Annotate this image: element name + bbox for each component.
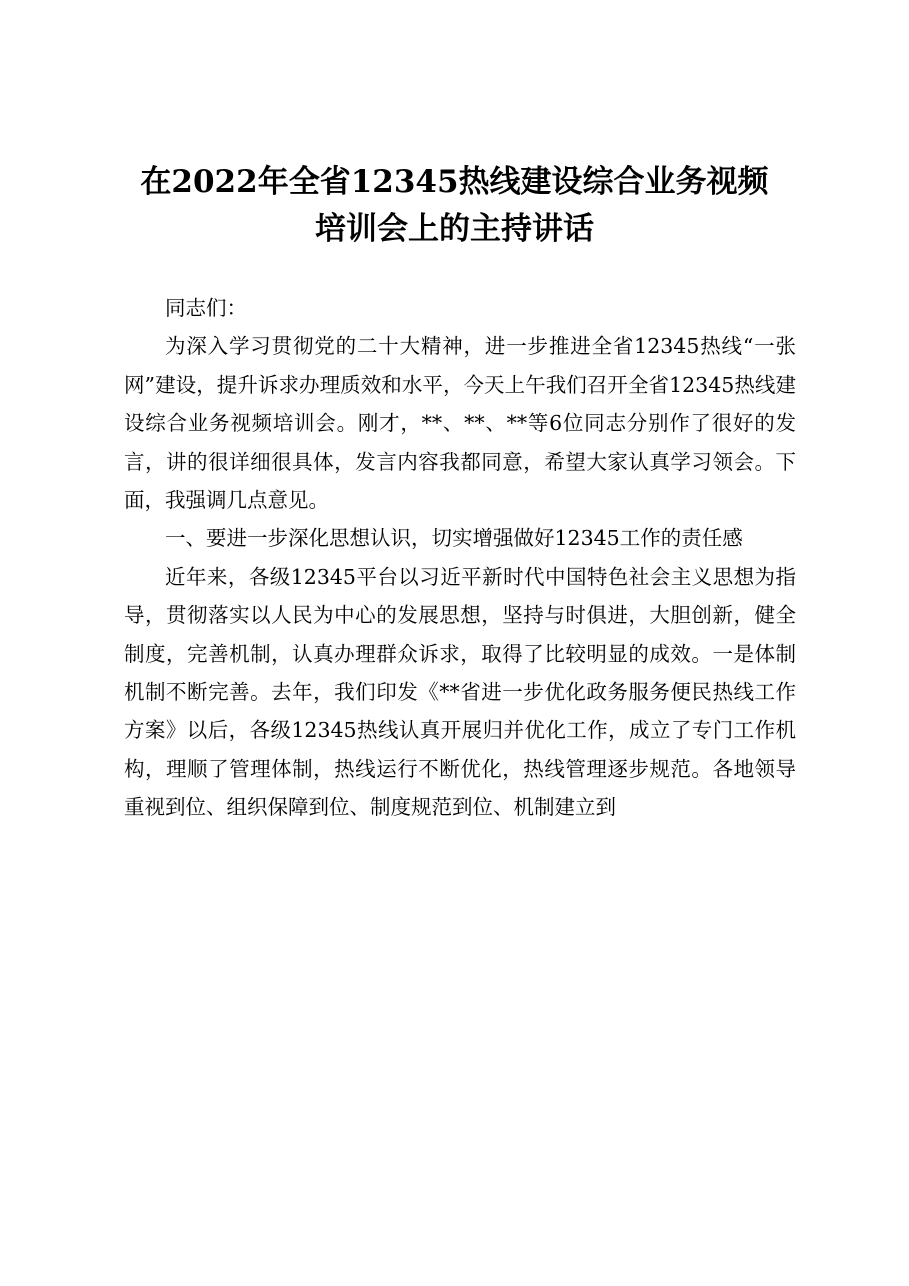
section-heading: 一、要进一步深化思想认识，切实增强做好12345工作的责任感 [165,526,743,551]
body-paragraph: 为深入学习贯彻党的二十大精神，进一步推进全省12345热线“一张网”建设，提升诉求办理质效和水平，今天上午我们召开全省12345热线建设综合业务视频培训会。刚才，**、**、**等6位同志分别作了很好的发言，讲的很详细很具体，发言内容我都同意，希望大家认真学习领会。下面，我强调几点意见。 [124,334,796,513]
document-body [124,289,796,827]
document-title-line-1: 在2022年全省12345热线建设综合业务视频 [140,164,769,200]
salutation: 同志们： [165,296,247,320]
body-paragraph: 近年来，各级12345平台以习近平新时代中国特色社会主义思想为指导，贯彻落实以人民为中心的发展思想，坚持与时俱进，大胆创新，健全制度，完善机制，认真办理群众诉求，取得了比较明显的成效。一是体制机制不断完善。去年，我们印发《**省进一步优化政务服务便民热线工作方案》以后，各级12345热线认真开展归并优化工作，成立了专门工作机构，理顺了管理体制，热线运行不断优化，热线管理逐步规范。各地领导重视到位、组织保障到位、制度规范到位、机制建立到 [124,564,796,820]
document-title-line-2: 培训会上的主持讲话 [315,211,594,247]
